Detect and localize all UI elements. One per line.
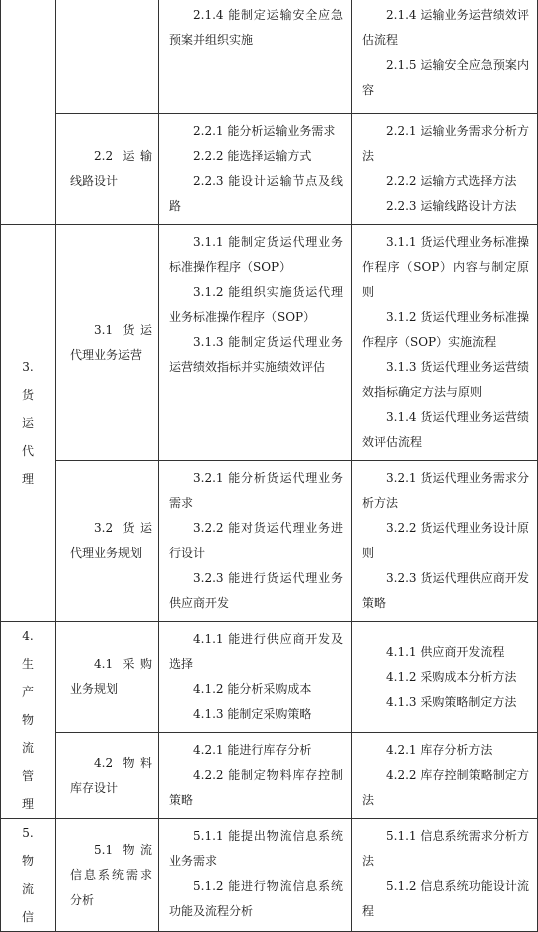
knowledge-item: 2.2.3 运输线路设计方法 [386,199,517,213]
category-char: 物 [21,854,34,868]
skill-item: 5.1.2 能进行物流信息系统功能及流程分析 [169,879,343,918]
knowledge-item: 3.1.1 货运代理业务标准操作程序（SOP）内容与制定原则 [362,235,529,299]
skill-cell [159,461,352,622]
skill-item: 3.2.2 能对货运代理业务进行设计 [169,521,343,560]
subcategory-cell [56,819,159,932]
knowledge-item: 3.1.4 货运代理业务运营绩效评估流程 [362,410,529,449]
skill-item: 4.1.3 能制定采购策略 [193,707,312,721]
knowledge-item: 2.1.5 运输安全应急预案内容 [362,58,529,97]
skill-item: 2.2.1 能分析运输业务需求 [193,124,336,138]
knowledge-item: 3.1.3 货运代理业务运营绩效指标确定方法与原则 [362,360,529,399]
category-char: 信 [21,910,34,924]
subcategory-label: 4.2 物料库存设计 [70,755,152,795]
table-row [1,622,538,733]
subcategory-label: 4.1 采购业务规划 [70,657,152,696]
knowledge-cell [352,733,538,819]
category-char: 货 [21,388,34,402]
category-cell [1,622,56,819]
table-body [1,0,538,932]
skill-item: 2.2.3 能设计运输节点及线路 [169,174,343,213]
knowledge-cell [352,622,538,733]
skill-item: 2.1.4 能制定运输安全应急预案并组织实施 [169,8,343,47]
knowledge-cell [352,819,538,932]
skill-item: 3.2.3 能进行货运代理业务供应商开发 [169,571,343,610]
skill-item: 3.1.3 能制定货运代理业务运营绩效指标并实施绩效评估 [169,335,343,374]
skill-cell [159,819,352,932]
skill-item: 4.2.2 能制定物料库存控制策略 [169,768,343,807]
category-char: 代 [21,444,34,458]
knowledge-item: 3.2.3 货运代理供应商开发策略 [362,571,529,610]
category-char: 生 [21,657,34,671]
knowledge-cell [352,0,538,114]
category-char: 理 [21,797,34,811]
knowledge-item: 4.2.1 库存分析方法 [386,743,493,757]
category-char: 4. [22,629,34,643]
subcategory-cell [56,622,159,733]
table-row [1,0,538,114]
table-row [1,114,538,225]
knowledge-item: 2.1.4 运输业务运营绩效评估流程 [362,8,529,47]
skill-item: 3.2.1 能分析货运代理业务需求 [169,471,343,510]
knowledge-item: 4.1.1 供应商开发流程 [386,644,505,659]
knowledge-item: 2.2.2 运输方式选择方法 [386,174,517,188]
category-char: 管 [21,769,34,783]
subcategory-cell [56,114,159,225]
category-char: 产 [21,685,34,699]
knowledge-item: 4.1.3 采购策略制定方法 [386,694,517,709]
skill-cell [159,114,352,225]
skill-item: 5.1.1 能提出物流信息系统业务需求 [169,829,343,868]
category-char: 3. [22,360,34,374]
knowledge-item: 3.2.1 货运代理业务需求分析方法 [362,471,529,510]
skill-item: 4.1.2 能分析采购成本 [193,682,312,696]
category-cell [1,225,56,622]
knowledge-item: 4.2.2 库存控制策略制定方法 [362,768,529,807]
category-char: 运 [21,416,34,430]
category-char: 理 [21,472,34,486]
category-cell [1,819,56,932]
skill-cell [159,225,352,461]
table-row [1,819,538,932]
knowledge-item: 3.2.2 货运代理业务设计原则 [362,521,529,560]
subcategory-cell [56,225,159,461]
knowledge-cell [352,461,538,622]
knowledge-cell [352,225,538,461]
category-char: 5. [22,826,34,840]
subcategory-label: 5.1 物流信息系统需求分析 [70,842,152,907]
subcategory-label: 3.1 货运代理业务运营 [70,322,152,362]
knowledge-item: 2.2.1 运输业务需求分析方法 [362,124,529,163]
knowledge-item: 5.1.2 信息系统功能设计流程 [362,879,529,918]
skill-item: 2.2.2 能选择运输方式 [193,149,312,163]
skill-item: 4.2.1 能进行库存分析 [193,743,312,757]
skill-item: 4.1.1 能进行供应商开发及选择 [169,632,343,671]
table-row [1,225,538,461]
category-char: 流 [21,882,34,896]
knowledge-item: 3.1.2 货运代理业务标准操作程序（SOP）实施流程 [362,310,529,349]
subcategory-cell [56,0,159,114]
skill-item: 3.1.2 能组织实施货运代理业务标准操作程序（SOP） [169,285,343,324]
table-row [1,733,538,819]
skill-cell [159,733,352,819]
skill-cell [159,0,352,114]
subcategory-label: 2.2 运输线路设计 [70,149,152,188]
knowledge-cell [352,114,538,225]
subcategory-cell [56,461,159,622]
subcategory-cell [56,733,159,819]
skill-item: 3.1.1 能制定货运代理业务标准操作程序（SOP） [169,235,343,274]
knowledge-item: 5.1.1 信息系统需求分析方法 [362,829,529,868]
subcategory-label: 3.2 货运代理业务规划 [70,521,152,560]
table-row [1,461,538,622]
knowledge-item: 4.1.2 采购成本分析方法 [386,669,517,684]
category-cell [1,0,56,225]
category-char: 流 [21,741,34,755]
category-char: 物 [21,713,34,727]
skill-cell [159,622,352,733]
